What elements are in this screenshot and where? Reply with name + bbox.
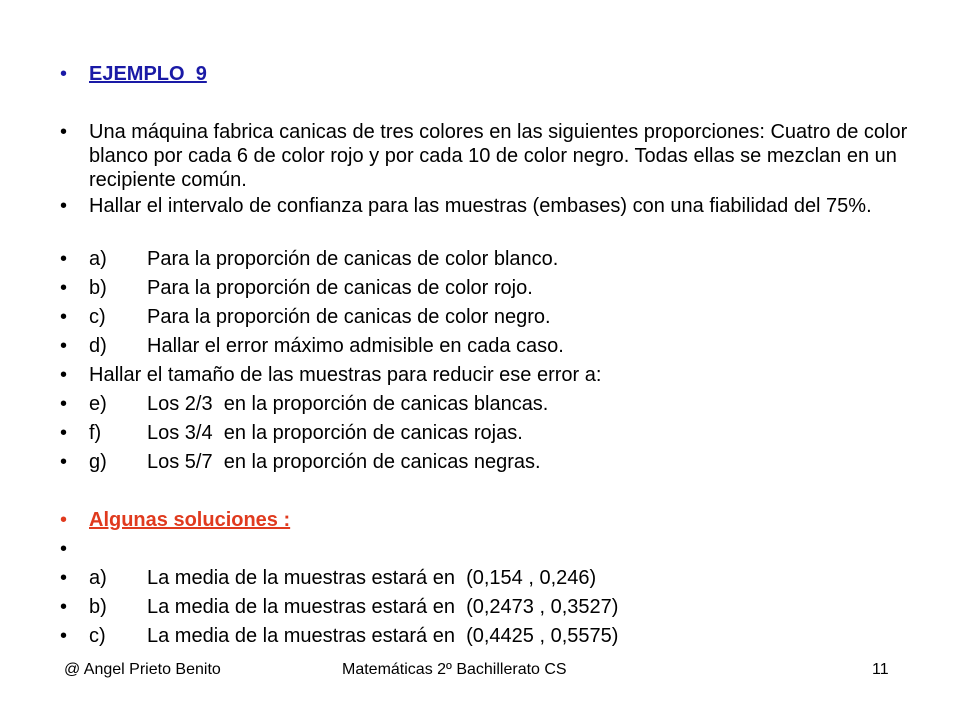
item-text: La media de la muestras estará en (0,2473 , 0,3527) [147, 596, 619, 618]
bullet: • [60, 393, 68, 415]
item-text: Hallar el error máximo admisible en cada caso. [147, 335, 564, 357]
item-label: a) [89, 248, 107, 270]
item-label: b) [89, 277, 107, 299]
confidence-statement: Hallar el intervalo de confianza para las muestras (embases) con una fiabilidad del 75%. [89, 195, 872, 217]
bullet: • [60, 422, 68, 444]
item-text: La media de la muestras estará en (0,4425 , 0,5575) [147, 625, 619, 647]
intro-text: Hallar el tamaño de las muestras para reducir ese error a: [89, 364, 602, 386]
bullet: • [60, 451, 68, 473]
item-text: Los 5/7 en la proporción de canicas negras. [147, 451, 541, 473]
bullet: • [60, 306, 68, 328]
bullet: • [60, 335, 68, 357]
item-text: La media de la muestras estará en (0,154 , 0,246) [147, 567, 597, 589]
item-label: b) [89, 596, 107, 618]
bullet: • [60, 195, 68, 217]
problem-statement: Una máquina fabrica canicas de tres colores en las siguientes proporciones: Cuatro de color blanco por cada 6 de color rojo y por cada 10 de color negro. Todas ellas se mezclan en un recipiente común. [89, 121, 908, 191]
item-text: Para la proporción de canicas de color blanco. [147, 248, 559, 270]
example-heading: EJEMPLO 9 [89, 63, 207, 85]
bullet: • [60, 277, 68, 299]
item-label: c) [89, 306, 106, 328]
bullet: • [60, 248, 68, 270]
bullet: • [60, 538, 68, 560]
item-label: e) [89, 393, 107, 415]
bullet: • [60, 567, 68, 589]
item-label: d) [89, 335, 107, 357]
bullet: • [60, 509, 68, 531]
item-text: Los 3/4 en la proporción de canicas rojas. [147, 422, 523, 444]
bullet: • [60, 625, 68, 647]
bullet: • [60, 63, 68, 85]
bullet: • [60, 596, 68, 618]
footer-course: Matemáticas 2º Bachillerato CS [342, 661, 567, 678]
item-label: a) [89, 567, 107, 589]
item-text: Para la proporción de canicas de color rojo. [147, 277, 533, 299]
item-text: Para la proporción de canicas de color negro. [147, 306, 551, 328]
bullet: • [60, 364, 68, 386]
item-label: f) [89, 422, 102, 444]
footer-author: @ Angel Prieto Benito [64, 661, 221, 678]
item-label: c) [89, 625, 106, 647]
footer-page-number: 11 [872, 661, 889, 678]
bullet: • [60, 121, 68, 143]
item-label: g) [89, 451, 107, 473]
solutions-heading: Algunas soluciones : [89, 509, 291, 531]
item-text: Los 2/3 en la proporción de canicas blancas. [147, 393, 549, 415]
